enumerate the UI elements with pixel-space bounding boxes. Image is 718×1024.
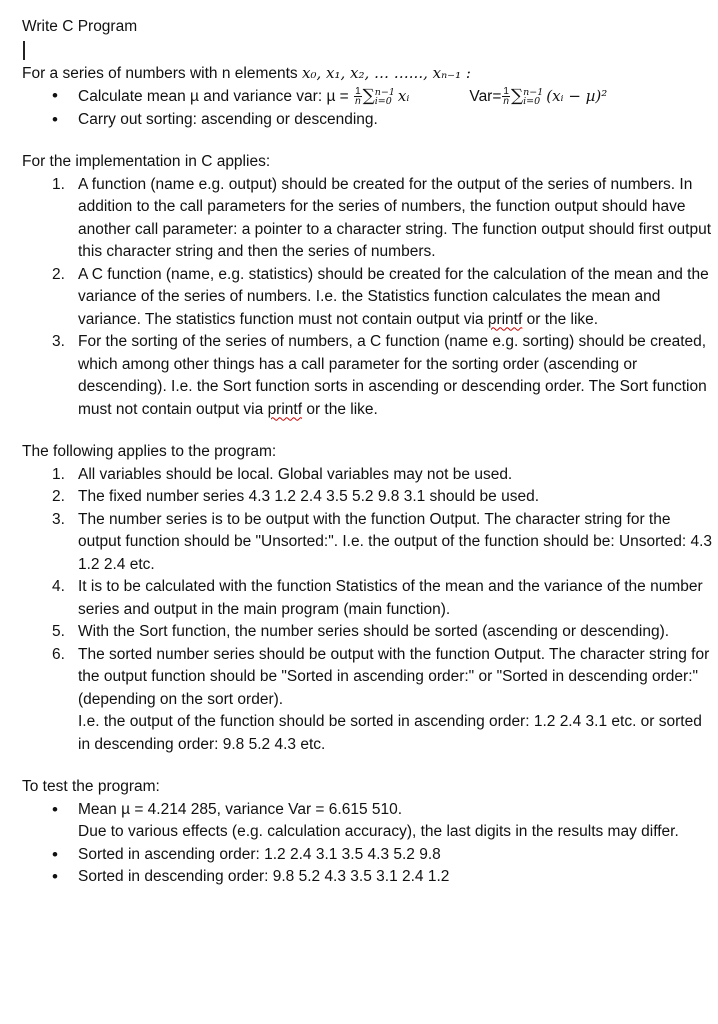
test-list [22,799,712,889]
implementation-item: 3. For the sorting of the series of numbers, a C function (name e.g. sorting) should be created, which among other things has a call parameter for the sorting order (ascending or descending). I.e. the Sort function sorts in ascending or descending order. The Sort function must not contain output via printf or the like. [52,333,707,418]
implementation-list [22,174,712,422]
test-item: • Mean µ = 4.214 285, variance Var = 6.615 510. Due to various effects (e.g. calculation accuracy), the last digits in the results may differ. [22,799,712,844]
fraction-variance: $\frac{1}{n}$ [503,86,509,108]
variance-label: Var= [469,88,502,105]
text-cursor [23,41,25,60]
sum-symbol-variance: ∑ [510,86,524,106]
task-list [22,85,712,131]
mean-variance-text: Calculate mean µ and variance var: µ = [78,88,349,105]
task-sorting: • Carry out sorting: ascending or descending. [22,109,712,132]
test-item: • Sorted in descending order: 9.8 5.2 4.3 3.5 3.1 2.4 1.2 [22,866,712,889]
series-notation: x₀, x₁, x₂, … …..., xₙ₋₁ : [301,64,471,82]
task-mean-variance [22,85,712,109]
document-title: Write C Program [22,18,138,35]
variance-term: (xᵢ − µ)² [546,87,608,105]
document [22,16,712,889]
sum-limits-variance: n−1 i=0 [523,86,544,107]
intro-line [22,62,712,85]
sum-limits-mean: n−1 i=0 [374,86,395,107]
test-item: • Sorted in ascending order: 1.2 2.4 3.1 3.5 4.3 5.2 9.8 [22,844,712,867]
program-list [22,464,712,757]
program-item: 4. It is to be calculated with the function Statistics of the mean and the variance of the number series and output in the main program (main function). [52,578,703,618]
mean-term: xᵢ [397,87,410,105]
program-item: 2. The fixed number series 4.3 1.2 2.4 3.5 5.2 9.8 3.1 should be used. [52,488,539,505]
spellcheck-word: printf [267,400,303,418]
program-item: 5. With the Sort function, the number series should be sorted (ascending or descending). [52,623,670,640]
implementation-heading: For the implementation in C applies: [22,153,271,170]
sum-symbol-mean: ∑ [362,86,375,106]
implementation-item: 1. A function (name e.g. output) should be created for the output of the series of numbers. In addition to the call parameters for the series of numbers, the function output should have another call parameter: a pointer to a character string. The function output should first output this character string and then the series of numbers. [52,175,711,260]
program-item: 3. The number series is to be output with the function Output. The character string for the output function should be "Unsorted:". I.e. the output of the function should be: Unsorted: 4.3 1.2 2.4 etc. [52,510,713,573]
program-heading: The following applies to the program: [22,443,277,460]
program-item: 6. The sorted number series should be output with the function Output. The character string for the output function should be "Sorted in ascending order:" or "Sorted in descending order:" (depending on the sort order). I.e. the output of the function should be sorted in ascending order: 1.2 2.4 3.1 etc. or sorted in descending order: 9.8 5.2 4.3 etc. [52,645,710,753]
spellcheck-word: printf [487,310,523,328]
program-item: 1. All variables should be local. Global variables may not be used. [52,465,513,483]
intro-text: For a series of numbers with n elements [22,65,298,82]
fraction-mean: $\frac{1}{n}$ [355,86,361,108]
test-heading: To test the program: [22,778,160,795]
implementation-item: 2. A C function (name, e.g. statistics) should be created for the calculation of the mean and the variance of the series of numbers. I.e. the Statistics function calculates the mean and variance. The statistics function must not contain output via printf or the like. [52,265,709,328]
